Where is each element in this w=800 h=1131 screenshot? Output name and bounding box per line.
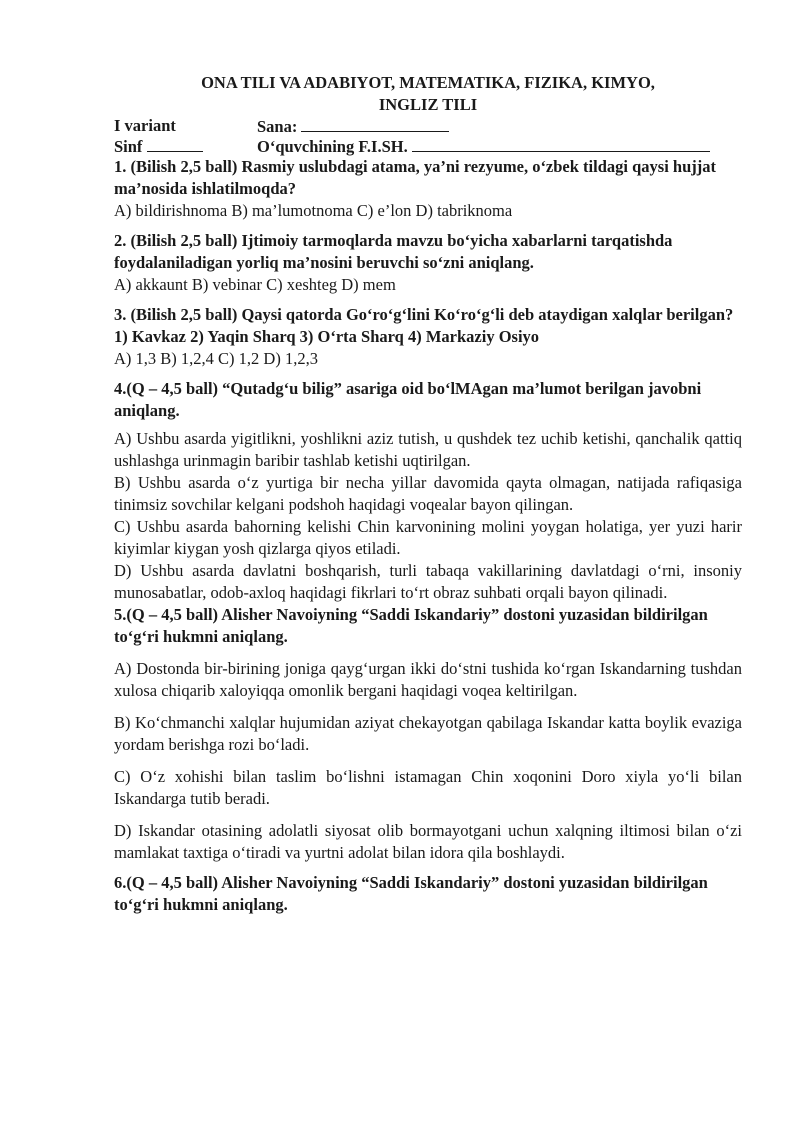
date-label: Sana: (257, 117, 298, 136)
question-2 (114, 230, 742, 296)
question-5-text: 5.(Q – 4,5 ball) Alisher Navoiyning “Saddi Iskandariy” dostoni yuzasidan bildirilgan to‘g‘ri hukmni aniqlang. (114, 605, 708, 646)
question-4-option-c: C) Ushbu asarda bahorning kelishi Chin karvonining molini yoygan holatiga, yer yuzi harir kiyimlar kiygan yosh qizlarga qiyos etiladi. (114, 517, 742, 558)
title-line-2: INGLIZ TILI (378, 95, 478, 114)
question-5 (114, 604, 742, 864)
question-5-option-b: B) Ko‘chmanchi xalqlar hujumidan aziyat chekayotgan qabilaga Iskandar katta boylik evaziga yordam berishga rozi bo‘ladi. (114, 713, 742, 754)
title-line-1: ONA TILI VA ADABIYOT, MATEMATIKA, FIZIKA, KIMYO, (201, 73, 655, 92)
question-5-option-a: A) Dostonda bir-birining joniga qayg‘urgan ikki do‘stni tushida ko‘rgan Iskandarning tushdan xulosa chiqarib xaloyiqqa omonlik bergani haqidagi voqea keltirilgan. (114, 659, 742, 700)
question-1-options: A) bildirishnoma B) ma’lumotnoma C) e’lon D) tabriknoma (114, 201, 513, 220)
question-3-options: A) 1,3 B) 1,2,4 C) 1,2 D) 1,2,3 (114, 349, 318, 368)
variant-label: I variant (114, 116, 176, 135)
date-field[interactable] (301, 116, 449, 132)
question-6-text: 6.(Q – 4,5 ball) Alisher Navoiyning “Saddi Iskandariy” dostoni yuzasidan bildirilgan to‘g‘ri hukmni aniqlang. (114, 873, 708, 914)
question-4-option-b: B) Ushbu asarda o‘z yurtiga bir necha yillar davomida qayta olmagan, natijada rafiqasiga tinimsiz sovchilar kelgani podshoh haqidagi voqealar bayon qilingan. (114, 473, 742, 514)
header-row-1 (114, 116, 742, 136)
page-title (114, 72, 742, 116)
question-1-text: 1. (Bilish 2,5 ball) Rasmiy uslubdagi atama, ya’ni rezyume, o‘zbek tildagi qaysi hujjat ma’nosida ishlatilmoqda? (114, 157, 717, 198)
question-4 (114, 378, 742, 604)
student-name-label: O‘quvchining F.I.SH. (257, 137, 408, 156)
question-5-option-c: C) O‘z xohishi bilan taslim bo‘lishni istamagan Chin xoqonini Doro xiyla yo‘li bilan Iskandarga tutib beradi. (114, 767, 742, 808)
question-4-option-d: D) Ushbu asarda davlatni boshqarish, turli tabaqa vakillarining davlatdagi o‘rni, insoniy munosabatlar, odob-axloq haqidagi fikrlari to‘rt obraz suhbati orqali bayon qilinadi. (114, 561, 742, 602)
question-1 (114, 156, 742, 222)
class-label: Sinf (114, 137, 143, 156)
student-name-field[interactable] (412, 136, 710, 152)
question-3-list: 1) Kavkaz 2) Yaqin Sharq 3) O‘rta Sharq 4) Markaziy Osiyo (114, 327, 540, 346)
document-page (114, 72, 742, 916)
question-3-text: 3. (Bilish 2,5 ball) Qaysi qatorda Go‘ro‘g‘lini Ko‘ro‘g‘li deb ataydigan xalqlar berilgan? (114, 305, 734, 324)
question-3 (114, 304, 742, 370)
question-6 (114, 872, 742, 916)
question-2-text: 2. (Bilish 2,5 ball) Ijtimoiy tarmoqlarda mavzu bo‘yicha xabarlarni tarqatishda foydalaniladigan yorliq ma’nosini beruvchi so‘zni aniqlang. (114, 231, 673, 272)
question-4-option-a: A) Ushbu asarda yigitlikni, yoshlikni aziz tutish, u qushdek tez uchib ketishi, qanchalik qattiq ushlashga urinmagin baribir tashlab ketishi uqtirilgan. (114, 429, 742, 470)
question-2-options: A) akkaunt B) vebinar C) xeshteg D) mem (114, 275, 396, 294)
question-4-text: 4.(Q – 4,5 ball) “Qutadg‘u bilig” asariga oid bo‘lMAgan ma’lumot berilgan javobni aniqlang. (114, 379, 702, 420)
header-row-2 (114, 136, 742, 156)
class-field[interactable] (147, 136, 203, 152)
question-5-option-d: D) Iskandar otasining adolatli siyosat olib bormayotgani uchun xalqning iltimosi bilan o‘zi mamlakat taxtiga o‘tiradi va yurtni adolat bilan idora qila boshlaydi. (114, 821, 742, 862)
